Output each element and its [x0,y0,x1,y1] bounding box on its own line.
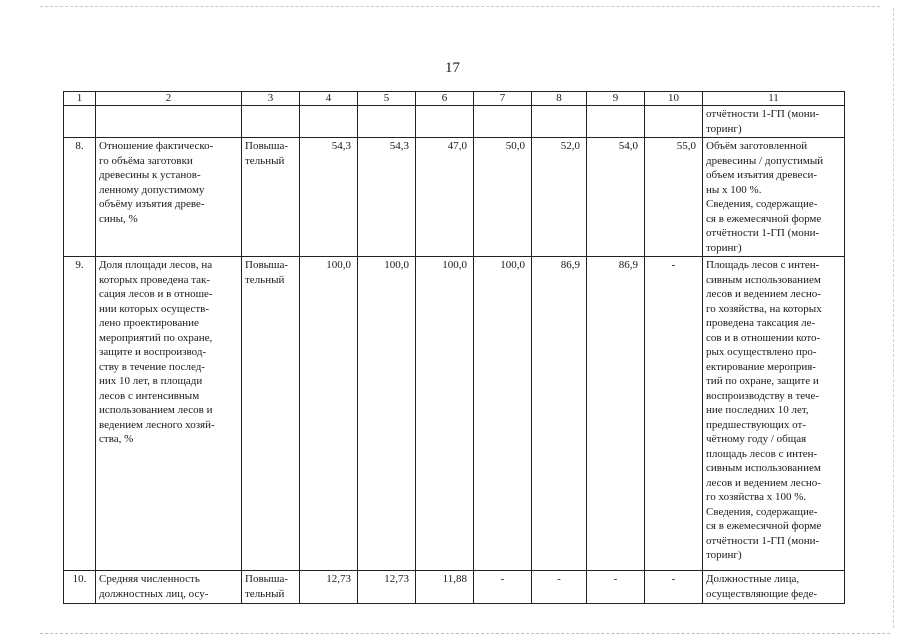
value-cell: - [645,257,703,571]
indicator-name-text: Средняя численность должностных лиц, осу- [99,573,209,600]
value-cell: 50,0 [474,138,532,257]
scan-edge-top [40,6,880,7]
method-cell [703,138,845,257]
header-cell: 11 [703,92,845,106]
scan-edge-bottom [40,633,890,634]
value-cell: 47,0 [416,138,474,257]
indicator-type [242,571,300,604]
indicator-type [242,138,300,257]
value-cell: 12,73 [358,571,416,604]
value-cell: - [474,571,532,604]
indicator-name-text: Отношение фактическо- го объёма заготовки древесины к установ- ленному допустимому объёму изъятия древе- сины, % [99,140,214,225]
page-number: 17 [445,60,460,76]
value-cell: 100,0 [358,257,416,571]
header-cell: 7 [474,92,532,106]
header-row [64,92,845,106]
header-cell: 9 [587,92,645,106]
header-cell: 8 [532,92,587,106]
method-text: Объём заготовленной древесины / допустимый объем изъятия древеси- ны х 100 %. Сведения, содержащие- ся в ежемесячной форме отчётности 1-ГП (мони- торинг) [706,140,824,254]
indicator-type [242,257,300,571]
method-text: Должностные лица, осуществляющие феде- [706,573,818,600]
header-cell: 5 [358,92,416,106]
table-row [64,138,845,257]
value-cell: 100,0 [300,257,358,571]
value-cell: 100,0 [416,257,474,571]
value-cell: 55,0 [645,138,703,257]
continued-row [64,106,845,138]
value-cell: - [645,571,703,604]
row-number: 10. [64,571,96,604]
indicator-type-text: Повыша- тельный [245,573,289,600]
indicator-name [96,138,242,257]
header-cell: 3 [242,92,300,106]
value-cell: 52,0 [532,138,587,257]
row-number: 9. [64,257,96,571]
scan-edge-right [893,8,894,628]
method-text: Площадь лесов с интен- сивным использованием лесов и ведением лесно- го хозяйства, на которых проведена таксация ле- сов и в отношении кото- рых осуществлено про- ектирование мероприя- тий по охране, защите и воспроизводству в тече- ние последних 10 лет, предшествующих от- чётному году / общая площадь лесов с интен- сивным использованием лесов и ведением лесно- го хозяйства х 100 %. Сведения, содержащие- ся в ежемесячной форме отчётности 1-ГП (мони- торинг) [706,259,822,561]
indicator-type-text: Повыша- тельный [245,140,289,167]
header-cell: 6 [416,92,474,106]
value-cell: 86,9 [532,257,587,571]
value-cell: 11,88 [416,571,474,604]
value-cell: 100,0 [474,257,532,571]
method-cell [703,571,845,604]
method-cell [703,257,845,571]
header-cell: 4 [300,92,358,106]
value-cell: 54,3 [300,138,358,257]
indicator-type-text: Повыша- тельный [245,259,289,286]
indicator-name [96,257,242,571]
value-cell: 54,0 [587,138,645,257]
indicator-name [96,571,242,604]
value-cell: 86,9 [587,257,645,571]
indicators-table [63,91,845,604]
indicator-name-text: Доля площади лесов, на которых проведена так- сация лесов и в отноше- нии которых осуществ- лено проектирование мероприятий по охране, защите и воспроизвод- ству в течение послед- них 10 лет, в площади лесов с интенсивным использованием лесов и ведением лесного хозяй- ства, % [99,259,215,445]
table-row [64,571,845,604]
header-cell: 10 [645,92,703,106]
value-cell: - [587,571,645,604]
continued-method-cell [703,106,845,138]
header-cell: 1 [64,92,96,106]
value-cell: - [532,571,587,604]
value-cell: 54,3 [358,138,416,257]
row-number: 8. [64,138,96,257]
value-cell: 12,73 [300,571,358,604]
header-cell: 2 [96,92,242,106]
table-row [64,257,845,571]
continued-method-text: отчётности 1-ГП (мони- торинг) [706,108,820,135]
